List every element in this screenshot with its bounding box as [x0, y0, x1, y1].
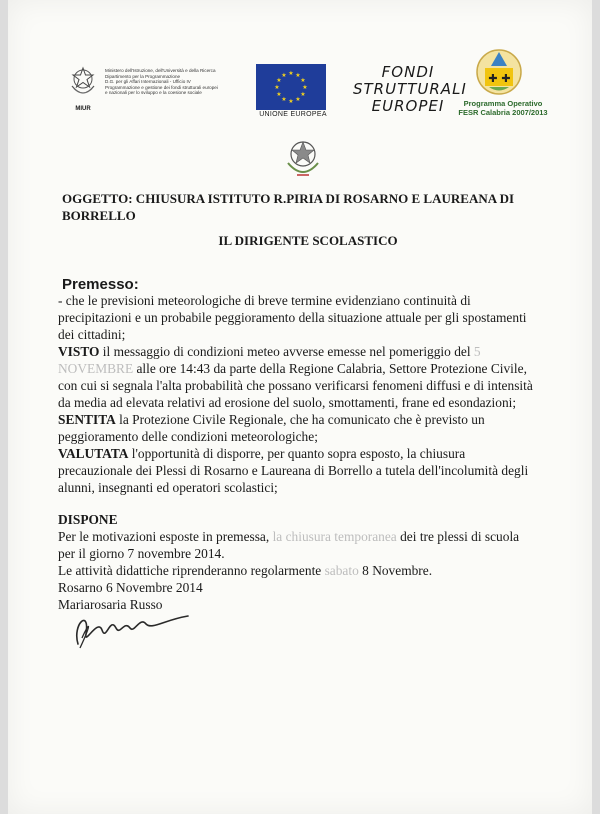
faded-text: sabato [324, 563, 359, 578]
paragraph-text: dei tre plessi di scuola per il giorno 7 novembre 2014. [58, 529, 520, 561]
svg-text:✚: ✚ [501, 72, 511, 85]
ministry-line: Ministero dell'Istruzione, dell'Università e della Ricerca [105, 68, 216, 73]
po-line: FESR Calabria 2007/2013 [458, 108, 548, 117]
document-subject: OGGETTO: CHIUSURA ISTITUTO R.PIRIA DI ROSARNO E LAUREANA DI BORRELLO [62, 191, 515, 223]
calabria-region-emblem-icon [475, 48, 523, 96]
paragraph-text: alle ore 14:43 da parte della Regione Calabria, Settore Protezione Civile, con cui si segnala l'alta probabilità che possano verificarsi fenomeni diffusi e di intensità da media ad elevata relativi ad erosione del suolo, smottamenti, frane ed esondazioni; [58, 361, 533, 410]
svg-text:★: ★ [300, 77, 306, 84]
eu-label: UNIONE EUROPEA [259, 111, 327, 118]
paragraph-text: Per le motivazioni esposte in premessa, [58, 529, 273, 544]
paragraph-text: - che le previsioni meteorologiche di breve termine evidenziano continuità di precipitazioni e un probabile peggioramento della situazione attuale per gli spostamenti dei cittadini; [58, 293, 527, 342]
faded-text: 5 NOVEMBRE [58, 344, 481, 376]
svg-text:★: ★ [295, 96, 301, 103]
dispone-heading: DISPONE [58, 512, 118, 527]
svg-text:★: ★ [300, 91, 306, 98]
paragraph-keyword: VISTO [58, 344, 100, 359]
paragraph-text: la Protezione Civile Regionale, che ha comunicato che è previsto un peggioramento delle condizioni meteorologiche; [58, 412, 485, 444]
paragraph-keyword: SENTITA [58, 412, 116, 427]
ministry-line: D.G. per gli Affari Internazionali - Ufficio IV [105, 79, 191, 85]
signer-name: Mariarosaria Russo [58, 597, 163, 612]
svg-text:★: ★ [276, 91, 282, 98]
paragraph [58, 445, 533, 496]
fondi-line: STRUTTURALI [353, 80, 467, 98]
miur-label: MIUR [75, 106, 91, 112]
handwritten-signature [68, 594, 198, 654]
svg-text:★: ★ [302, 84, 308, 91]
svg-text:★: ★ [295, 72, 301, 79]
premesso-body [58, 292, 533, 496]
document-page [8, 0, 592, 814]
paragraph-text: il messaggio di condizioni meteo avverse emesse nel pomeriggio del [99, 344, 474, 359]
faded-text: la chiusura temporanea [272, 529, 397, 544]
republic-emblem-icon [283, 137, 323, 179]
ministry-text [105, 68, 245, 96]
svg-text:★: ★ [281, 72, 287, 79]
paragraph [58, 411, 533, 445]
fondi-line: FONDI [381, 63, 435, 81]
paragraph [58, 528, 533, 562]
programma-operativo-label [448, 99, 558, 117]
paragraph-keyword: VALUTATA [58, 446, 129, 461]
ministry-line: Programmazione e gestione dei fondi strutturali europei [105, 84, 218, 90]
paragraph [58, 562, 533, 579]
paragraph-text: 8 Novembre. [358, 563, 433, 578]
fondi-line: EUROPEI [371, 97, 445, 115]
ministry-line: Dipartimento per la Programmazione [105, 73, 181, 79]
paragraph-text: Le attività didattiche riprenderanno regolarmente [58, 563, 325, 578]
premesso-heading: Premesso: [62, 276, 139, 293]
document-heading: IL DIRIGENTE SCOLASTICO [218, 233, 398, 248]
svg-text:★: ★ [288, 70, 294, 77]
place-date: Rosarno 6 Novembre 2014 [58, 580, 203, 595]
ministry-line: e nazionali per lo sviluppo e la coesione sociale [105, 90, 202, 96]
miur-logo [68, 66, 98, 112]
svg-text:★: ★ [288, 98, 294, 105]
paragraph-text: l'opportunità di disporre, per quanto sopra esposto, la chiusura precauzionale dei Plessi di Rosarno e Laureana di Borrello a tutela dell'incolumità degli alunni, insegnanti ed operatori scolastici; [58, 446, 529, 495]
paragraph [58, 292, 533, 343]
paragraph [58, 343, 533, 411]
fondi-strutturali-logo [353, 63, 467, 115]
svg-text:★: ★ [276, 77, 282, 84]
svg-text:★: ★ [274, 84, 280, 91]
svg-text:✚: ✚ [488, 72, 498, 85]
svg-text:★: ★ [281, 96, 287, 103]
italian-republic-emblem-icon [68, 66, 98, 100]
eu-flag-icon [256, 64, 326, 110]
po-line: Programma Operativo [463, 99, 543, 108]
